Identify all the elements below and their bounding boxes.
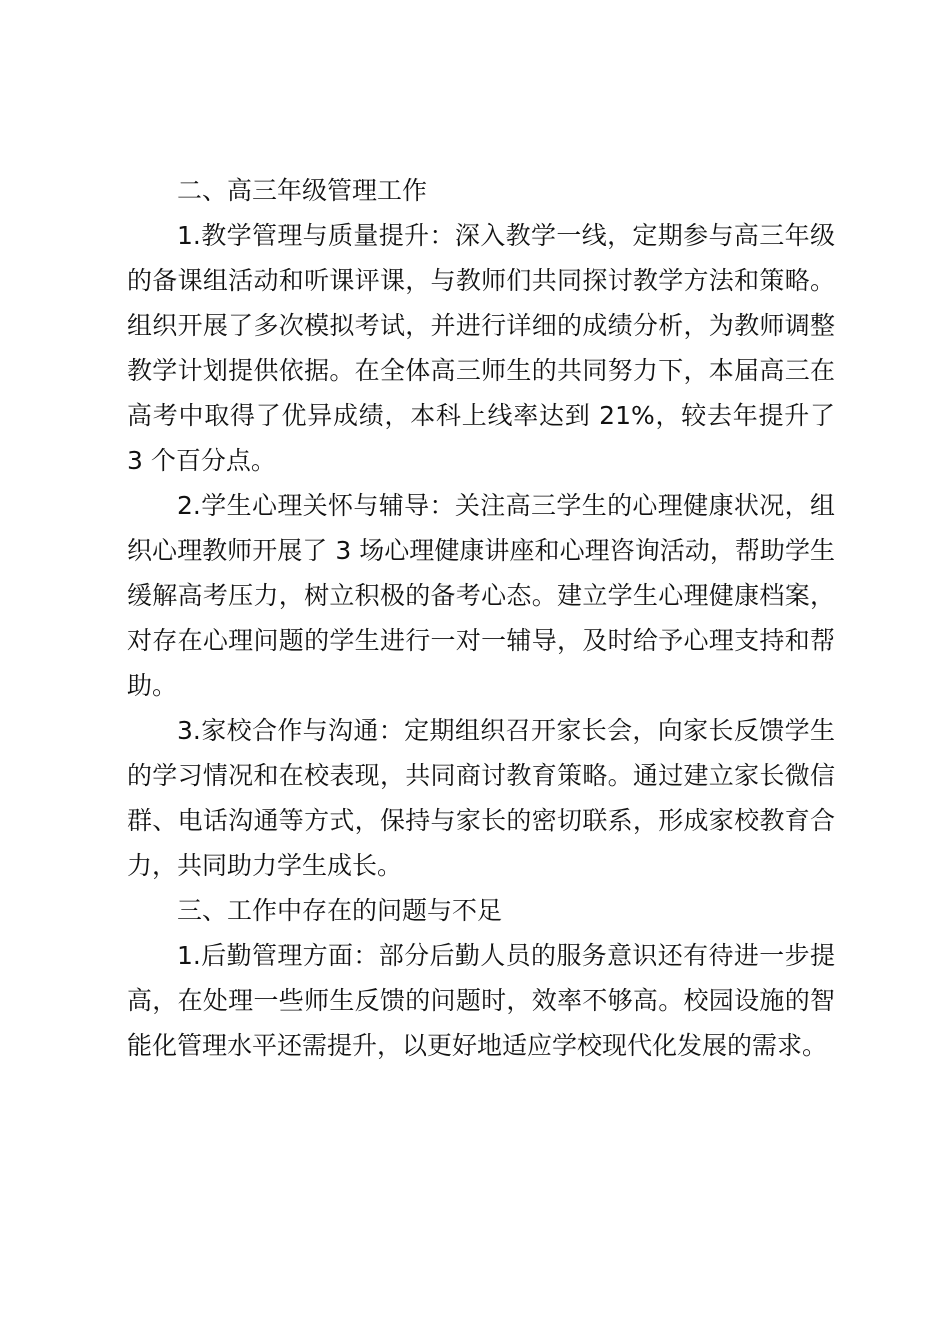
- paragraph-logistics-management: 1.后勤管理方面：部分后勤人员的服务意识还有待进一步提高，在处理一些师生反馈的问题时，效率不够高。校园设施的智能化管理水平还需提升，以更好地适应学校现代化发展的需求。: [127, 941, 835, 1060]
- document-body: [127, 168, 835, 1068]
- paragraph-teaching-management: 1.教学管理与质量提升：深入教学一线，定期参与高三年级的备课组活动和听课评课，与教师们共同探讨教学方法和策略。组织开展了多次模拟考试，并进行详细的成绩分析，为教师调整教学计划提供依据。在全体高三师生的共同努力下，本届高三在高考中取得了优异成绩，本科上线率达到 21%，较去年提升了 3 个百分点。: [127, 221, 835, 475]
- section-heading-grade-three-management: 二、高三年级管理工作: [177, 176, 428, 205]
- paragraph-psychological-care: 2.学生心理关怀与辅导：关注高三学生的心理健康状况，组织心理教师开展了 3 场心理健康讲座和心理咨询活动，帮助学生缓解高考压力，树立积极的备考心态。建立学生心理健康档案，对存在心理问题的学生进行一对一辅导，及时给予心理支持和帮助。: [127, 491, 835, 700]
- section-heading-problems: 三、工作中存在的问题与不足: [177, 896, 503, 925]
- paragraph-home-school-cooperation: 3.家校合作与沟通：定期组织召开家长会，向家长反馈学生的学习情况和在校表现，共同商讨教育策略。通过建立家长微信群、电话沟通等方式，保持与家长的密切联系，形成家校教育合力，共同助力学生成长。: [127, 716, 835, 880]
